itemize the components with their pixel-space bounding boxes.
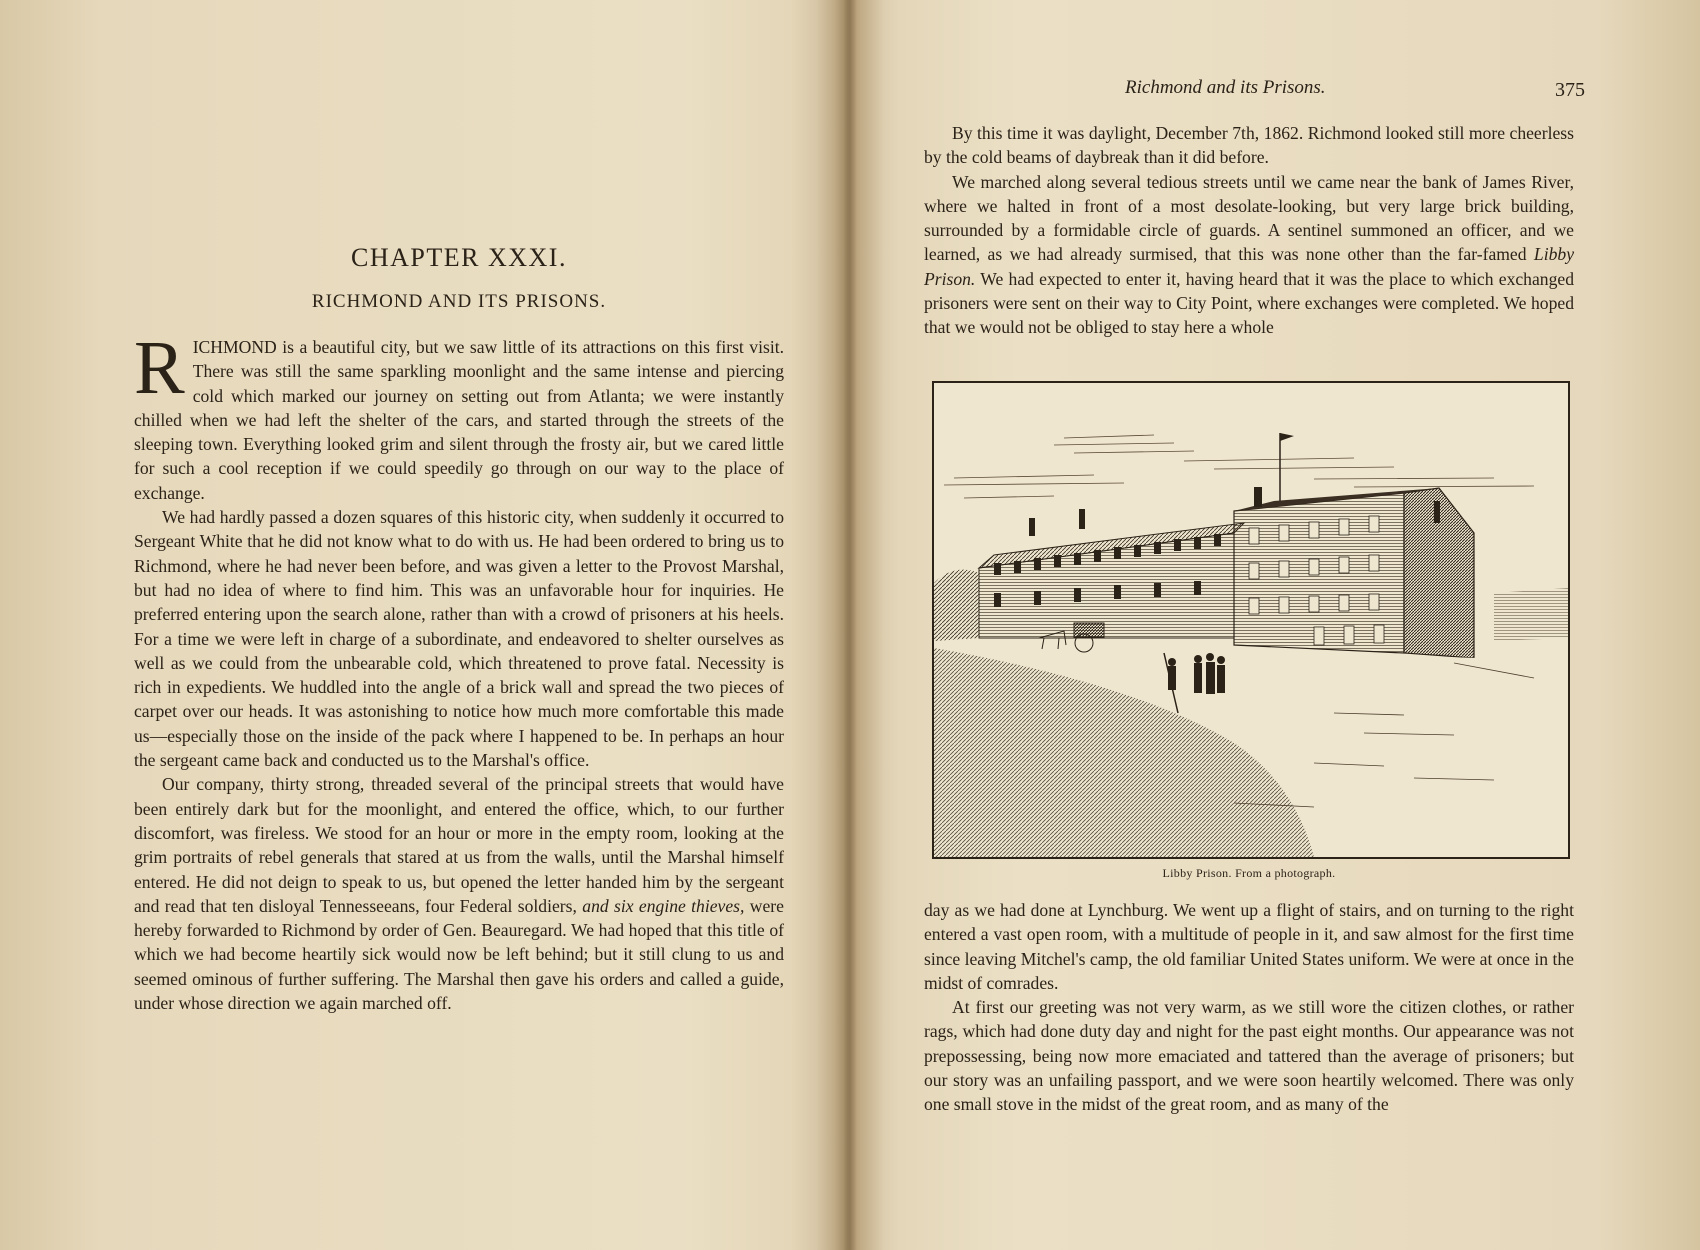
- chapter-number: CHAPTER XXXI.: [351, 243, 567, 272]
- paragraph-text: We had expected to enter it, having heard that it was the place to which exchanged prisoners were sent on their way to City Point, where exchanges were completed. We hoped that we would not be obliged to stay here a whole: [924, 268, 1574, 338]
- paragraph-text: were hereby forwarded to Richmond by order of Gen. Beauregard. We had hoped that this title of which we had become heartily sick would now be left behind; but it still clung to us and seemed ominous of further suffering. The Marshal then gave his orders and called a guide, under whose direction we again marched off.: [134, 895, 784, 1014]
- chapter-title: RICHMOND AND ITS PRISONS.: [311, 291, 607, 312]
- paragraph-text: We marched along several tedious streets until we came near the bank of James River, where we halted in front of a most desolate-looking, but very large brick building, surrounded by a formidable circle of guards. A sentinel summoned an officer, and we learned, as we had already surmised, that this was none other than the far-famed: [924, 171, 1574, 265]
- engraving-image: [934, 383, 1568, 857]
- figure-caption: Libby Prison. From a photograph.: [1162, 866, 1336, 880]
- paragraph: [134, 772, 784, 1015]
- emphasis-text: Libby Prison.: [924, 244, 1574, 289]
- paragraph: By this time it was daylight, December 7th, 1862. Richmond looked still more cheerless by the cold beams of daybreak than it did before.: [924, 123, 1574, 168]
- paragraph: At first our greeting was not very warm, as we still wore the citizen clothes, or rather rags, which had done duty day and night for the past eight months. Our appearance was not prepossessing, being now more emaciated and tattered than the average of prisoners; but our story was an unfailing passport, and we were soon heartily welcomed. There was only one small stove in the midst of the great room, and as many of the: [924, 997, 1574, 1115]
- drop-cap: R: [134, 326, 185, 410]
- paragraph-text: Our company, thirty strong, threaded several of the principal streets that would have been entirely dark but for the moonlight, and entered the office, which, to our further discomfort, was fireless. We stood for an hour or more in the empty room, looking at the grim portraits of rebel generals that stared at us from the walls, until the Marshal himself entered. He did not deign to speak to us, but opened the letter handed him by the sergeant and read that ten disloyal Tennesseeans, four Federal soldiers,: [134, 774, 784, 916]
- paragraph-text: ICHMOND is a beautiful city, but we saw little of its attractions on this first visit. There was still the same sparkling moonlight and the same intense and piercing cold which marked our journey on setting out from Atlanta; we were instantly chilled when we had left the shelter of the cars, and started through the streets of the sleeping town. Everything looked grim and silent through the frosty air, but we cared little for such a cool reception if we could speedily go through on our way to the place of exchange.: [134, 337, 784, 503]
- right-body-text-top: [924, 121, 1574, 340]
- right-body-text-bottom: [924, 898, 1574, 1117]
- paragraph: [134, 326, 784, 505]
- running-head: Richmond and its Prisons.: [1125, 77, 1326, 98]
- paragraph: day as we had done at Lynchburg. We went up a flight of stairs, and on turning to the right entered a vast open room, with a multitude of people in it, and saw almost for the first time since leaving Mitchel's camp, the old familiar United States uniform. We were at once in the midst of comrades.: [924, 900, 1574, 993]
- emphasis-text: and six engine thieves,: [582, 895, 745, 916]
- page-number: 375: [1555, 79, 1585, 101]
- paragraph: [924, 170, 1574, 340]
- right-page: [850, 0, 1700, 1250]
- paragraph: We had hardly passed a dozen squares of this historic city, when suddenly it occurred to Sergeant White that he did not know what to do with us. He had been ordered to bring us to Richmond, where he had never been before, and was given a letter to the Provost Marshal, but had no idea of where to find him. This was an unfavorable hour for inquiries. He preferred entering upon the search alone, rather than with a crowd of prisoners at his heels. For a time we were left in charge of a subordinate, and endeavored to shelter ourselves as well as we could from the unbearable cold, which threatened to prove fatal. Necessity is rich in expedients. We huddled into the angle of a brick wall and spread the two pieces of carpet over our heads. It was astonishing to notice how much more comfortable this made us—especially those on the inside of the pack where I happened to be. In perhaps an hour the sergeant came back and conducted us to the Marshal's office.: [134, 507, 784, 771]
- left-body-text: [134, 326, 784, 1015]
- libby-prison-illustration: [932, 381, 1570, 859]
